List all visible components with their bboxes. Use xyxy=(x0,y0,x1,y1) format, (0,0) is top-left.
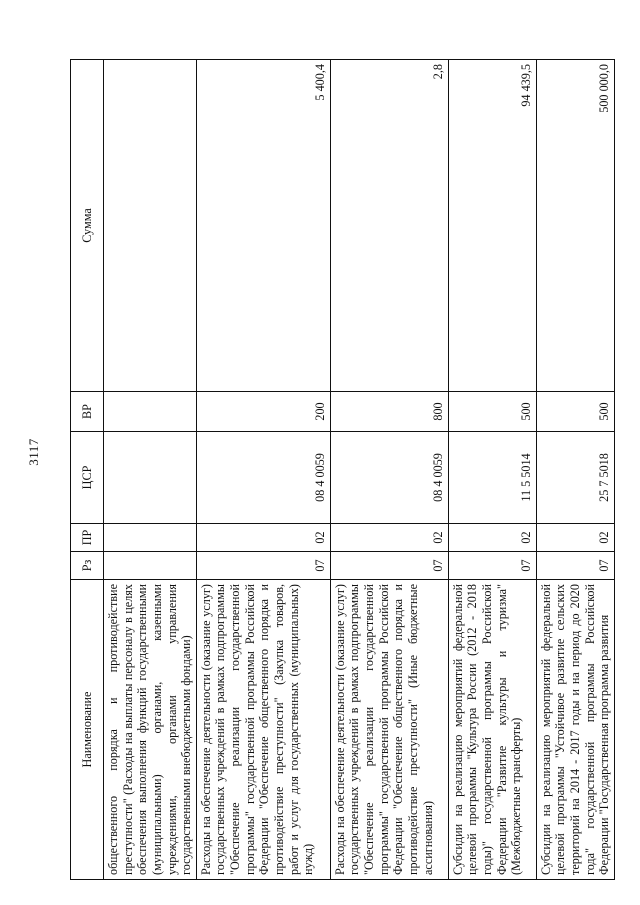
row-csr: 25 7 5018 xyxy=(536,432,614,524)
row-sum: 5 400,4 xyxy=(196,60,330,392)
row-sum xyxy=(104,60,197,392)
row-pr: 02 xyxy=(448,524,536,552)
header-name: Наименование xyxy=(71,580,104,880)
page-number: 3117 xyxy=(25,438,41,466)
row-rz: 07 xyxy=(448,552,536,580)
header-row xyxy=(71,60,104,880)
row-name: Расходы на обеспечение деятельности (оказание услуг) государственных учреждений в рамках подпрограммы "Обеспечение реализации государственной программы" государственной программы Российской Федерации "Обеспечение общественного порядка и противодействие преступности" (Иные бюджетные ассигнования) xyxy=(330,580,448,880)
rotated-page-content xyxy=(70,60,620,880)
table-header xyxy=(71,60,104,880)
table-row xyxy=(448,60,536,880)
row-pr: 02 xyxy=(196,524,330,552)
row-sum: 2,8 xyxy=(330,60,448,392)
row-vr xyxy=(104,392,197,432)
row-name: Субсидии на реализацию мероприятий федеральной целевой программы "Культура России (2012 - 2018 годы)" государственной программы Российской Федерации "Развитие культуры и туризма" (Межбюджетные трансферты) xyxy=(448,580,536,880)
row-rz: 07 xyxy=(196,552,330,580)
row-rz xyxy=(104,552,197,580)
row-pr: 02 xyxy=(536,524,614,552)
table-row xyxy=(330,60,448,880)
row-pr: 02 xyxy=(330,524,448,552)
row-csr: 11 5 5014 xyxy=(448,432,536,524)
header-sum: Сумма xyxy=(71,60,104,392)
table-row xyxy=(536,60,614,880)
header-pr: ПР xyxy=(71,524,104,552)
row-sum: 94 439,5 xyxy=(448,60,536,392)
row-pr xyxy=(104,524,197,552)
row-name: Расходы на обеспечение деятельности (оказание услуг) государственных учреждений в рамках подпрограммы "Обеспечение реализации государственной программы" государственной программы Российской Федерации "Обеспечение общественного порядка и противодействие преступности" (Закупка товаров, работ и услуг для государственных (муниципальных) нужд) xyxy=(196,580,330,880)
budget-table xyxy=(70,59,615,880)
header-rz: Рз xyxy=(71,552,104,580)
row-vr: 200 xyxy=(196,392,330,432)
row-vr: 800 xyxy=(330,392,448,432)
header-vr: ВР xyxy=(71,392,104,432)
row-rz: 07 xyxy=(330,552,448,580)
row-vr: 500 xyxy=(448,392,536,432)
row-vr: 500 xyxy=(536,392,614,432)
row-sum: 500 000,0 xyxy=(536,60,614,392)
table-body xyxy=(104,60,615,880)
header-csr: ЦСР xyxy=(71,432,104,524)
row-name: Субсидии на реализацию мероприятий федеральной целевой программы "Устойчивое развитие сельских территорий на 2014 - 2017 годы и на период до 2020 года" государственной программы Российской Федерации "Государственная программа развития xyxy=(536,580,614,880)
row-rz: 07 xyxy=(536,552,614,580)
table-row xyxy=(104,60,197,880)
row-csr: 08 4 0059 xyxy=(330,432,448,524)
row-name: общественного порядка и противодействие преступности" (Расходы на выплаты персоналу в целях обеспечения выполнения функций государственными (муниципальными) органами, казенными учреждениями, органами управления государственными внебюджетными фондами) xyxy=(104,580,197,880)
table-row xyxy=(196,60,330,880)
row-csr xyxy=(104,432,197,524)
row-csr: 08 4 0059 xyxy=(196,432,330,524)
